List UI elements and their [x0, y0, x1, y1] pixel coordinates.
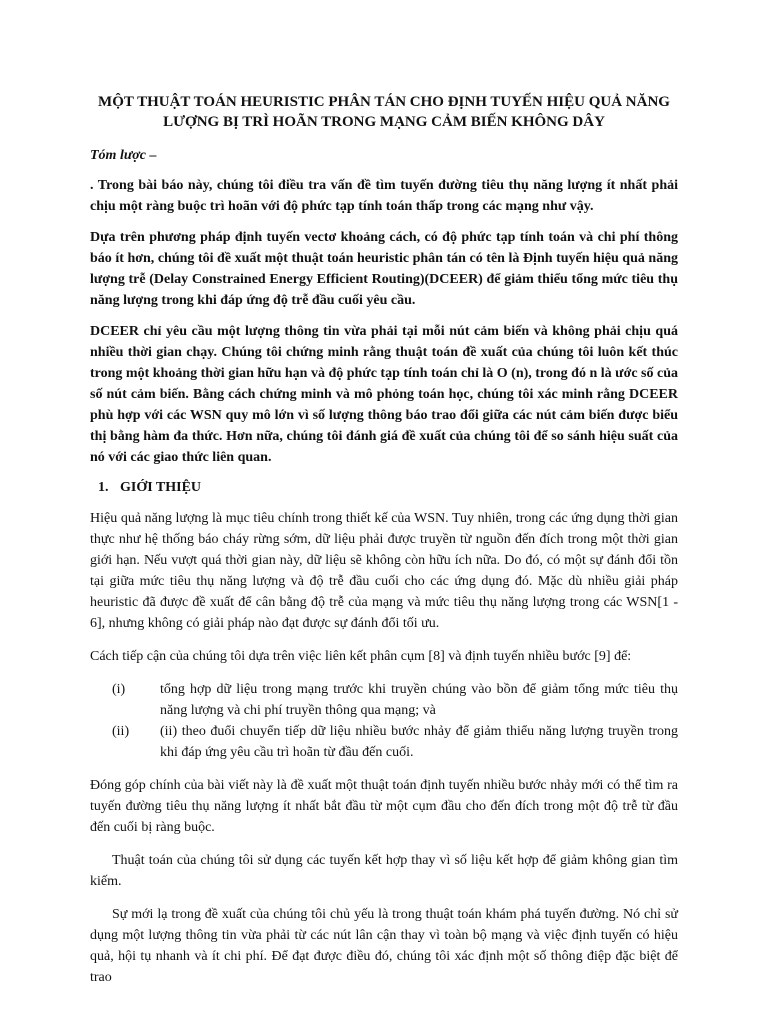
body-paragraph-4: Thuật toán của chúng tôi sử dụng các tuyến kết hợp thay vì số liệu kết hợp để giảm không gian tìm kiếm.	[90, 853, 678, 889]
abstract-paragraph-1: . Trong bài báo này, chúng tôi điều tra vấn đề tìm tuyến đường tiêu thụ năng lượng ít nhất phải chịu một ràng buộc trì hoãn với độ phức tạp tính toán thấp trong các mạng như vậy.	[90, 178, 678, 214]
body-paragraph-5: Sự mới lạ trong đề xuất của chúng tôi chủ yếu là trong thuật toán khám phá tuyến đường. Nó chỉ sử dụng một lượng thông tin vừa phải từ các nút lân cận thay vì toàn bộ mạng và việc định tuyến có hiệu quả, hội tụ nhanh và ít chi phí. Để đạt được điều đó, chúng tôi xác định một số thông điệp đặc biệt để trao	[90, 907, 678, 985]
section-title: GIỚI THIỆU	[120, 480, 202, 495]
section-heading	[98, 478, 678, 498]
abstract-label: Tóm lược –	[90, 148, 157, 163]
abstract-paragraph-3: DCEER chỉ yêu cầu một lượng thông tin vừa phải tại mỗi nút cảm biến và không phải chịu quá nhiều thời gian chạy. Chúng tôi chứng minh rằng thuật toán đề xuất của chúng tôi luôn kết thúc trong một khoảng thời gian hữu hạn và độ phức tạp tính toán chỉ là O (n), trong đó n là ước số của số nút cảm biến. Bằng cách chứng minh và mô phỏng toán học, chúng tôi xác minh rằng DCEER phù hợp với các WSN quy mô lớn vì số lượng thông báo trao đổi giữa các nút cảm biến được biểu thị bằng hàm đa thức. Hơn nữa, chúng tôi đánh giá đề xuất của chúng tôi để so sánh hiệu suất của nó với các giao thức liên quan.	[90, 324, 678, 465]
section-number: 1.	[98, 480, 109, 495]
list-item	[90, 721, 678, 763]
body-paragraph-3: Đóng góp chính của bài viết này là đề xuất một thuật toán định tuyến nhiều bước nhảy mới có thể tìm ra tuyến đường tiêu thụ năng lượng ít nhất bắt đầu từ một cụm đầu cho đến đích trong một độ trễ từ đầu đến cuối bị ràng buộc.	[90, 778, 678, 835]
list-item-text: (ii) theo đuổi chuyển tiếp dữ liệu nhiều bước nhảy để giảm thiểu năng lượng truyền trong khi đáp ứng yêu cầu trì hoãn từ đầu đến cuối.	[160, 724, 678, 760]
list-marker: (ii)	[112, 724, 130, 739]
body-paragraph-1: Hiệu quả năng lượng là mục tiêu chính trong thiết kế của WSN. Tuy nhiên, trong các ứng dụng thời gian thực như hệ thống báo cháy rừng sớm, dữ liệu phải được truyền từ nguồn đến đích trong một thời gian giới hạn. Nếu vượt quá thời gian này, dữ liệu sẽ không còn hữu ích nữa. Do đó, có một sự đánh đổi tồn tại giữa mức tiêu thụ năng lượng và độ trễ đầu cuối cho các ứng dụng đó. Mặc dù nhiều giải pháp heuristic đã được đề xuất để cân bằng độ trễ của mạng và mức tiêu thụ năng lượng trong các WSN[1 - 6], nhưng không có giải pháp nào đạt được sự đánh đổi tối ưu.	[90, 511, 678, 631]
list-item	[90, 679, 678, 721]
enumerated-list	[90, 679, 678, 763]
list-item-text: tổng hợp dữ liệu trong mạng trước khi truyền chúng vào bồn để giảm tổng mức tiêu thụ năng lượng và chi phí truyền thông qua mạng; và	[160, 682, 678, 718]
abstract-paragraph-2: Dựa trên phương pháp định tuyến vectơ khoảng cách, có độ phức tạp tính toán và chi phí thông báo ít hơn, chúng tôi đề xuất một thuật toán heuristic phân tán có tên là Định tuyến hiệu quả năng lượng trễ (Delay Constrained Energy Efficient Routing)(DCEER) để giảm thiểu tổng mức tiêu thụ năng lượng trong khi đáp ứng độ trễ đầu cuối yêu cầu.	[90, 230, 678, 308]
paper-title: MỘT THUẬT TOÁN HEURISTIC PHÂN TÁN CHO ĐỊNH TUYẾN HIỆU QUẢ NĂNG LƯỢNG BỊ TRÌ HOÃN TRONG MẠNG CẢM BIẾN KHÔNG DÂY	[98, 94, 670, 130]
body-paragraph-2: Cách tiếp cận của chúng tôi dựa trên việc liên kết phân cụm [8] và định tuyến nhiều bước [9] để:	[90, 649, 632, 664]
list-marker: (i)	[112, 682, 126, 697]
